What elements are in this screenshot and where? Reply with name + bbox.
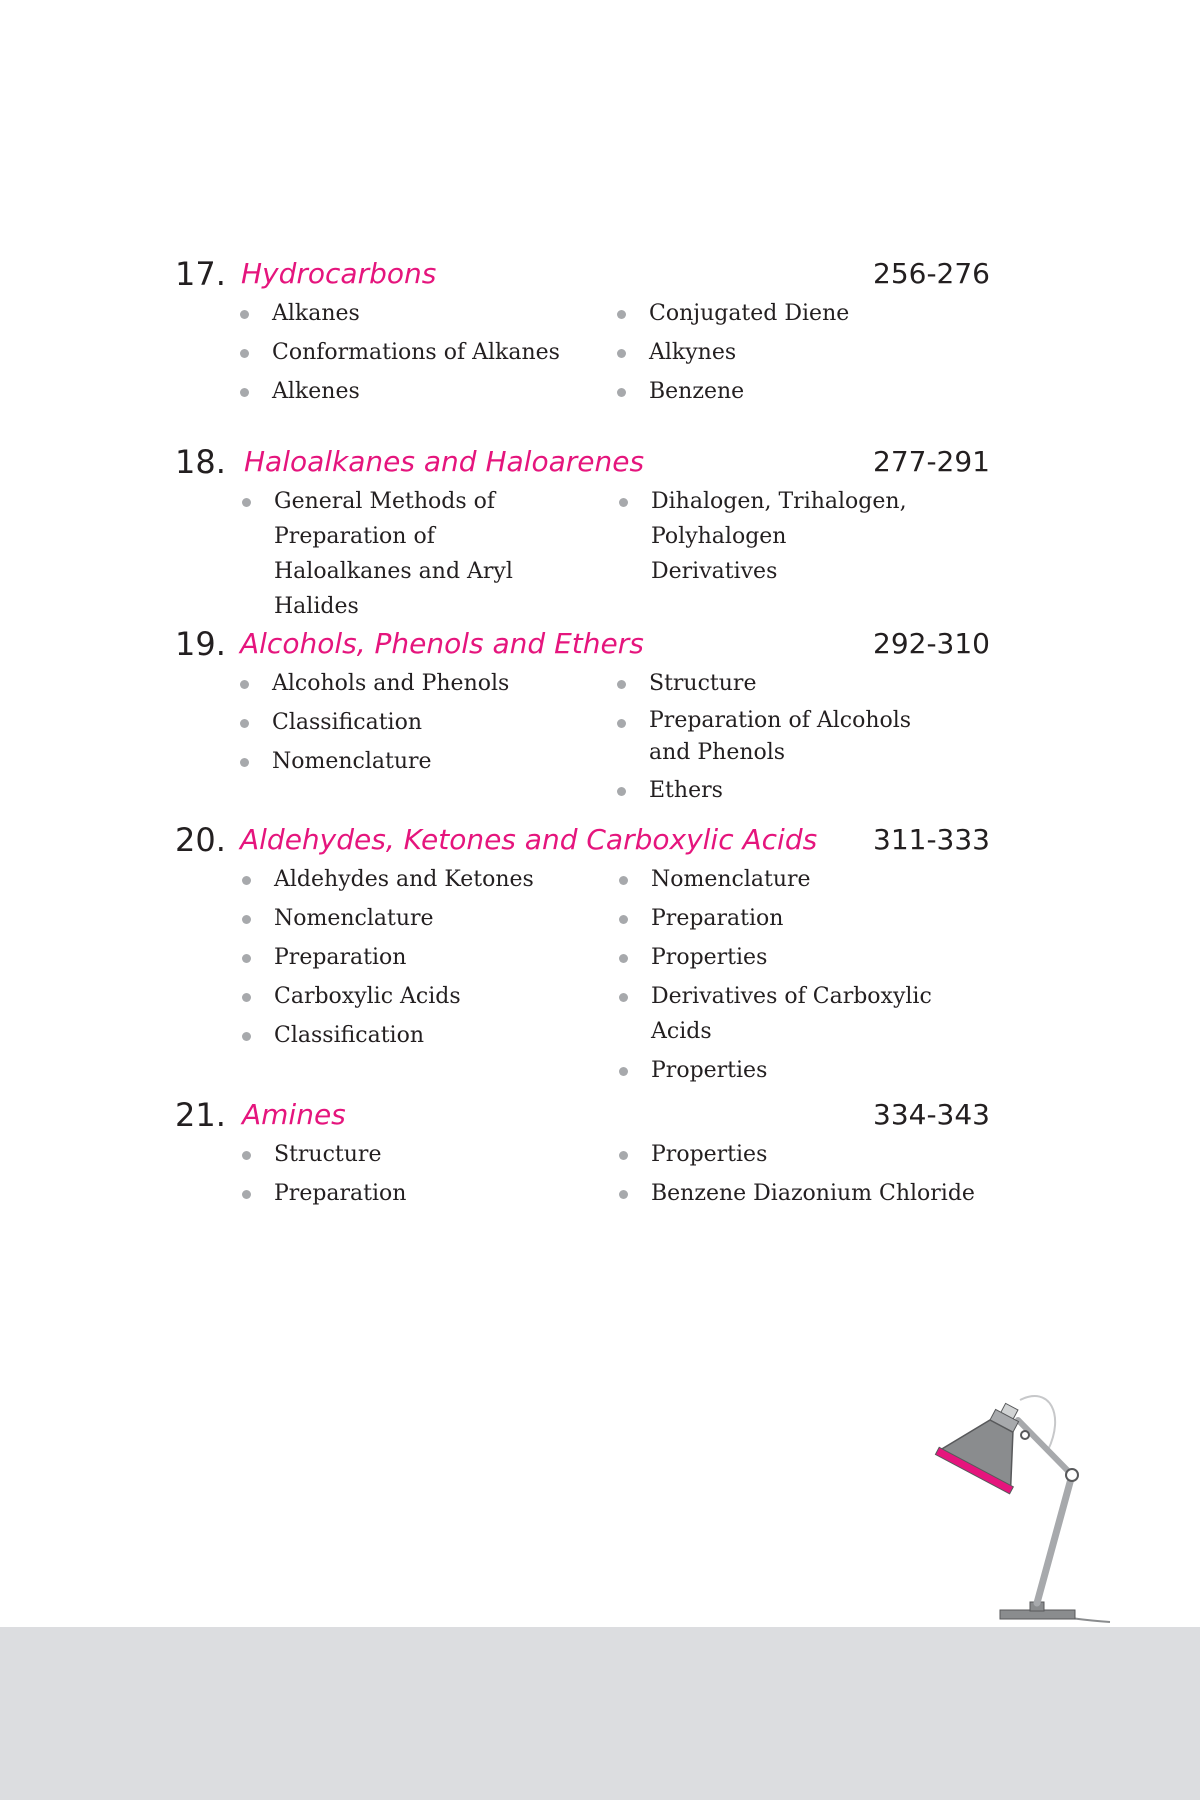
bullet-icon bbox=[240, 349, 249, 358]
topic-column-right bbox=[619, 862, 992, 1092]
chapter-pages: 311-333 bbox=[873, 823, 990, 856]
chapter-number: 18. bbox=[175, 443, 226, 481]
topic-item bbox=[619, 1053, 992, 1088]
topic-label: Dihalogen, Trihalogen, Polyhalogen Derivatives bbox=[651, 489, 907, 584]
topic-item bbox=[619, 1176, 992, 1211]
bullet-icon bbox=[242, 1151, 251, 1160]
chapter-20 bbox=[175, 818, 990, 1083]
bullet-icon bbox=[619, 1151, 628, 1160]
topic-item bbox=[242, 1018, 572, 1053]
topic-item bbox=[619, 979, 992, 1049]
topic-item bbox=[242, 1176, 572, 1211]
topic-column-right bbox=[619, 484, 919, 593]
topic-label: Properties bbox=[651, 1142, 768, 1167]
chapter-pages: 277-291 bbox=[873, 445, 990, 478]
topic-label: Nomenclature bbox=[274, 906, 434, 931]
topic-label: Conformations of Alkanes bbox=[272, 340, 560, 365]
chapter-number: 17. bbox=[175, 255, 226, 293]
bullet-icon bbox=[617, 719, 626, 728]
topic-item bbox=[240, 666, 570, 701]
topic-column-left bbox=[242, 1137, 572, 1215]
desk-lamp-icon bbox=[930, 1390, 1120, 1634]
bullet-icon bbox=[617, 349, 626, 358]
topic-label: Classification bbox=[274, 1023, 425, 1048]
chapter-title[interactable]: Alcohols, Phenols and Ethers bbox=[240, 627, 644, 660]
topic-label: Aldehydes and Ketones bbox=[274, 867, 534, 892]
topic-item bbox=[619, 901, 992, 936]
topic-item bbox=[617, 705, 937, 769]
bullet-icon bbox=[240, 719, 249, 728]
bullet-icon bbox=[242, 1190, 251, 1199]
bullet-icon bbox=[619, 993, 628, 1002]
bullet-icon bbox=[240, 388, 249, 397]
topic-label: General Methods of Preparation of Haloalkanes and Aryl Halides bbox=[274, 489, 513, 619]
chapter-header bbox=[175, 440, 990, 484]
topic-label: Properties bbox=[651, 1058, 768, 1083]
chapter-19 bbox=[175, 622, 990, 803]
topic-label: Conjugated Diene bbox=[649, 301, 850, 326]
topic-label: Properties bbox=[651, 945, 768, 970]
topic-item bbox=[617, 374, 990, 409]
topic-item bbox=[242, 940, 572, 975]
topic-item bbox=[617, 296, 990, 331]
chapter-18 bbox=[175, 440, 990, 619]
topic-item bbox=[619, 862, 992, 897]
chapter-header bbox=[175, 818, 990, 862]
topic-label: Preparation bbox=[651, 906, 784, 931]
bullet-icon bbox=[242, 915, 251, 924]
bullet-icon bbox=[617, 787, 626, 796]
topic-label: Structure bbox=[274, 1142, 382, 1167]
topic-label: Alkenes bbox=[272, 379, 360, 404]
bullet-icon bbox=[617, 310, 626, 319]
topic-item bbox=[617, 773, 937, 808]
chapter-title[interactable]: Amines bbox=[242, 1098, 346, 1131]
topic-item bbox=[240, 374, 570, 409]
chapter-pages: 256-276 bbox=[873, 257, 990, 290]
bullet-icon bbox=[240, 310, 249, 319]
bullet-icon bbox=[619, 498, 628, 507]
topic-item bbox=[242, 979, 572, 1014]
bullet-icon bbox=[619, 915, 628, 924]
bullet-icon bbox=[617, 388, 626, 397]
topic-label: Derivatives of Carboxylic Acids bbox=[651, 984, 932, 1044]
topic-label: Ethers bbox=[649, 778, 723, 803]
bullet-icon bbox=[242, 993, 251, 1002]
topic-item bbox=[619, 940, 992, 975]
chapter-title[interactable]: Aldehydes, Ketones and Carboxylic Acids bbox=[240, 823, 818, 856]
bullet-icon bbox=[240, 680, 249, 689]
bullet-icon bbox=[242, 876, 251, 885]
topic-label: Preparation bbox=[274, 945, 407, 970]
bullet-icon bbox=[619, 1067, 628, 1076]
bullet-icon bbox=[617, 680, 626, 689]
topic-item bbox=[617, 666, 937, 701]
chapter-header bbox=[175, 622, 990, 666]
topic-item bbox=[619, 484, 919, 589]
topic-label: Benzene bbox=[649, 379, 745, 404]
topic-column-left bbox=[242, 862, 572, 1057]
topic-item bbox=[240, 296, 570, 331]
chapter-title[interactable]: Haloalkanes and Haloarenes bbox=[244, 445, 645, 478]
chapter-number: 19. bbox=[175, 625, 226, 663]
topic-item bbox=[242, 862, 572, 897]
bullet-icon bbox=[619, 1190, 628, 1199]
bullet-icon bbox=[242, 498, 251, 507]
topic-label: Structure bbox=[649, 671, 757, 696]
topic-label: Alcohols and Phenols bbox=[272, 671, 510, 696]
chapter-pages: 292-310 bbox=[873, 627, 990, 660]
topic-column-left bbox=[242, 484, 572, 628]
topic-column-right bbox=[617, 296, 990, 413]
topic-label: Carboxylic Acids bbox=[274, 984, 461, 1009]
footer-band bbox=[0, 1627, 1200, 1800]
topic-item bbox=[242, 484, 572, 624]
topic-column-right bbox=[617, 666, 937, 812]
topic-label: Nomenclature bbox=[651, 867, 811, 892]
topic-item bbox=[619, 1137, 992, 1172]
bullet-icon bbox=[242, 1032, 251, 1041]
chapter-number: 21. bbox=[175, 1096, 226, 1134]
topic-label: Benzene Diazonium Chloride bbox=[651, 1181, 975, 1206]
topic-label: Alkynes bbox=[649, 340, 737, 365]
bullet-icon bbox=[619, 954, 628, 963]
chapter-pages: 334-343 bbox=[873, 1098, 990, 1131]
chapter-17 bbox=[175, 252, 990, 404]
topic-item bbox=[242, 901, 572, 936]
topic-item bbox=[240, 335, 570, 370]
chapter-title[interactable]: Hydrocarbons bbox=[241, 257, 437, 290]
topic-label: Classification bbox=[272, 710, 423, 735]
topic-label: Preparation of Alcohols and Phenols bbox=[649, 708, 912, 765]
chapter-header bbox=[175, 1093, 990, 1137]
topic-item bbox=[617, 335, 990, 370]
bullet-icon bbox=[242, 954, 251, 963]
topic-item bbox=[242, 1137, 572, 1172]
topic-column-left bbox=[240, 666, 570, 783]
chapter-header bbox=[175, 252, 990, 296]
bullet-icon bbox=[619, 876, 628, 885]
topic-label: Alkanes bbox=[272, 301, 360, 326]
topic-column-left bbox=[240, 296, 570, 413]
topic-item bbox=[240, 705, 570, 740]
chapter-21 bbox=[175, 1093, 990, 1206]
topic-label: Nomenclature bbox=[272, 749, 432, 774]
topic-label: Preparation bbox=[274, 1181, 407, 1206]
bullet-icon bbox=[240, 758, 249, 767]
topic-item bbox=[240, 744, 570, 779]
chapter-number: 20. bbox=[175, 821, 226, 859]
topic-column-right bbox=[619, 1137, 992, 1215]
